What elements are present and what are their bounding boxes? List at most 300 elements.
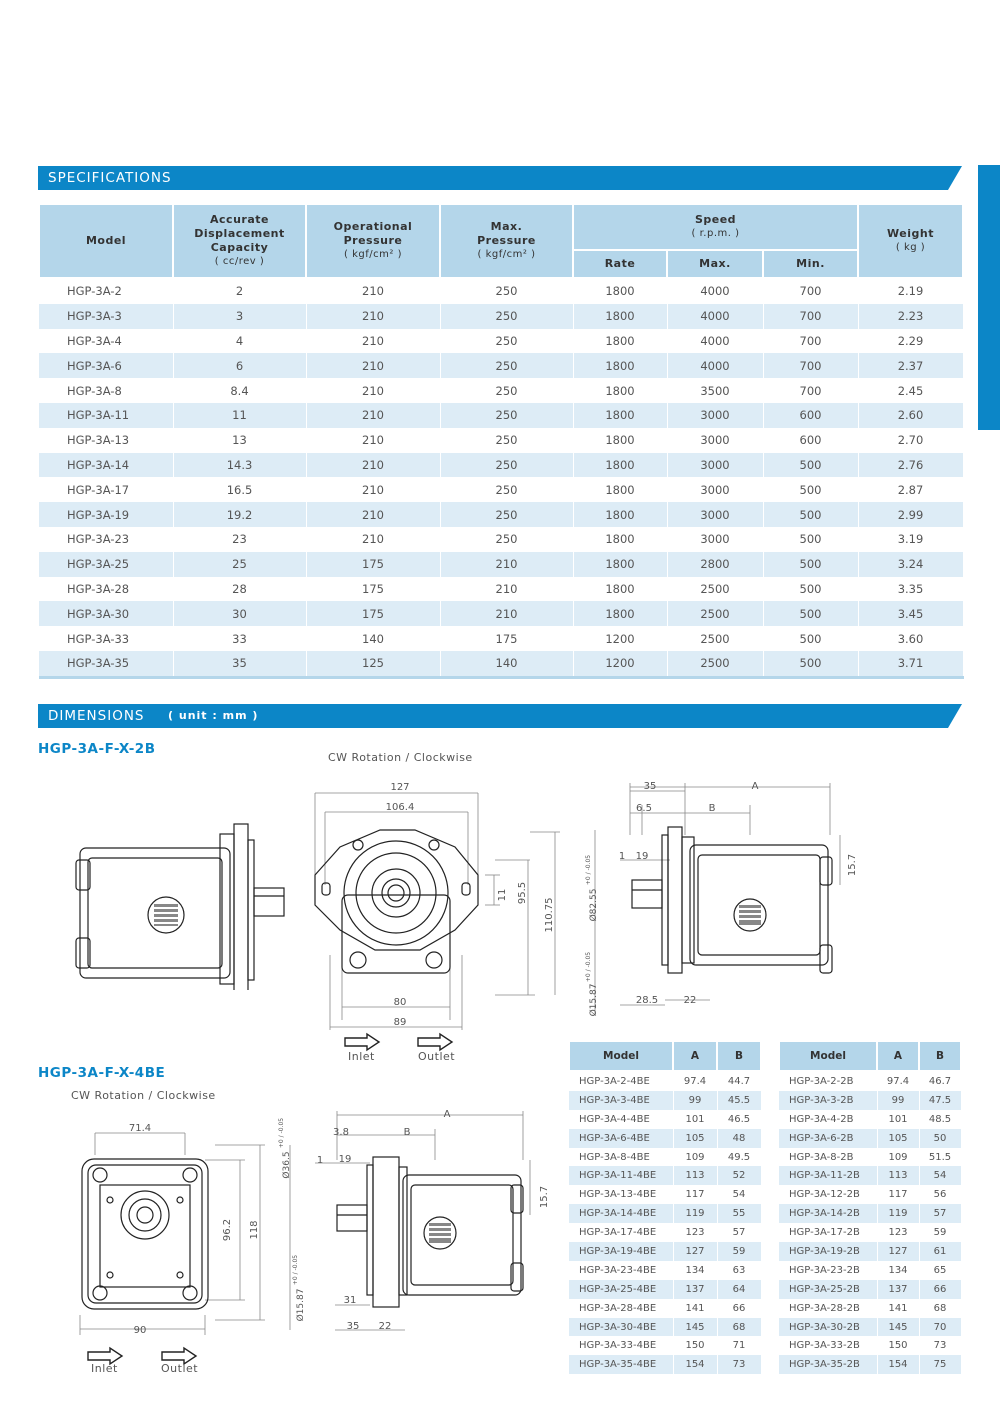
table-cell: HGP-3A-13-4BE [569,1185,673,1204]
table-cell: 3500 [667,378,763,403]
table-cell: 3000 [667,403,763,428]
table-cell: 250 [440,502,573,527]
table-row [39,626,963,651]
table-row [779,1148,961,1167]
table-cell: 175 [306,577,440,602]
table-cell: 35 [173,651,306,677]
table-cell: HGP-3A-14-4BE [569,1204,673,1223]
table-cell: 145 [877,1318,919,1337]
table-cell: 1800 [573,329,667,354]
header-model: Model [39,204,173,278]
table-cell: 141 [877,1299,919,1318]
table-cell: 500 [763,651,858,677]
table-cell: 700 [763,278,858,304]
table-cell: 600 [763,403,858,428]
table-row [39,502,963,527]
header-a: A [673,1041,717,1071]
table-cell: HGP-3A-33-2B [779,1336,877,1355]
table-cell: HGP-3A-30-2B [779,1318,877,1337]
table-cell: HGP-3A-35-4BE [569,1355,673,1374]
table-cell: 210 [306,353,440,378]
table-cell: HGP-3A-11-2B [779,1166,877,1185]
header-displacement: Accurate Displacement Capacity ( cc/rev ) [173,204,306,278]
dim-110: 110.75 [544,897,555,933]
table-cell: 127 [673,1242,717,1261]
table-cell: 55 [717,1204,761,1223]
table-row [779,1185,961,1204]
dim-96: 96.2 [222,1218,233,1242]
table-cell: 154 [673,1355,717,1374]
table-row [569,1148,761,1167]
table-cell: HGP-3A-35 [39,651,173,677]
table-cell: 210 [306,428,440,453]
table-cell: 3.35 [858,577,963,602]
table-cell: 700 [763,378,858,403]
table-row [39,353,963,378]
dim-89: 89 [393,1017,407,1028]
table-cell: 3.45 [858,601,963,626]
table-cell: HGP-3A-12-2B [779,1185,877,1204]
table-cell: 1800 [573,378,667,403]
dimension-table-4be [568,1040,762,1374]
table-cell: 52 [717,1166,761,1185]
table-cell: HGP-3A-17-2B [779,1223,877,1242]
table-cell: HGP-3A-4 [39,329,173,354]
table-cell: 250 [440,477,573,502]
table-cell: HGP-3A-8-2B [779,1148,877,1167]
table-cell: HGP-3A-30 [39,601,173,626]
table-row [39,278,963,304]
table-cell: 700 [763,353,858,378]
table-cell: HGP-3A-19 [39,502,173,527]
dim-157-4be: 15.7 [539,1185,550,1209]
table-cell: 210 [306,329,440,354]
table-cell: 117 [673,1185,717,1204]
table-row [779,1280,961,1299]
dim-b-4be: B [403,1127,411,1138]
table-cell: 250 [440,403,573,428]
dim-118: 118 [249,1220,260,1240]
dim-dia15-4be: Ø15.87 [296,1288,306,1322]
table-cell: 66 [717,1299,761,1318]
table-row [39,403,963,428]
header-weight: Weight ( kg ) [858,204,963,278]
table-cell: HGP-3A-25-2B [779,1280,877,1299]
table-cell: 2500 [667,651,763,677]
table-cell: 99 [673,1091,717,1110]
table-cell: 56 [919,1185,961,1204]
table-cell: 64 [717,1280,761,1299]
table-cell: HGP-3A-23 [39,527,173,552]
table-cell: 101 [673,1110,717,1129]
table-cell: 101 [877,1110,919,1129]
table-cell: 48 [717,1129,761,1148]
table-cell: 1800 [573,453,667,478]
side-tab [978,165,1000,430]
table-cell: 4 [173,329,306,354]
dim-6: 6.5 [636,803,652,814]
table-cell: 137 [673,1280,717,1299]
table-cell: HGP-3A-2-4BE [569,1071,673,1091]
table-row [779,1129,961,1148]
dim-35-4be: 35 [346,1321,360,1332]
table-row [779,1204,961,1223]
dim-106: 106.4 [385,802,415,813]
table-cell: 210 [306,378,440,403]
table-cell: 123 [877,1223,919,1242]
table-cell: 2.87 [858,477,963,502]
table-cell: HGP-3A-19-2B [779,1242,877,1261]
rotation-label: CW Rotation / Clockwise [328,751,473,764]
table-row [569,1091,761,1110]
table-row [779,1299,961,1318]
table-row [569,1318,761,1337]
table-cell: 3.71 [858,651,963,677]
table-cell: 50 [919,1129,961,1148]
table-cell: 1800 [573,577,667,602]
table-cell: 57 [717,1223,761,1242]
pump-side-view-2b [70,820,290,990]
table-cell: HGP-3A-23-4BE [569,1261,673,1280]
table-cell: HGP-3A-19-4BE [569,1242,673,1261]
table-cell: 3 [173,304,306,329]
table-cell: 1200 [573,651,667,677]
table-cell: 3000 [667,428,763,453]
pump-front-view-4be [70,1115,270,1345]
table-cell: 2.60 [858,403,963,428]
table-cell: 3000 [667,453,763,478]
inlet-label: Inlet [348,1050,375,1063]
table-cell: HGP-3A-23-2B [779,1261,877,1280]
table-cell: 2500 [667,626,763,651]
table-cell: 49.5 [717,1148,761,1167]
table-cell: HGP-3A-8 [39,378,173,403]
table-cell: HGP-3A-6-4BE [569,1129,673,1148]
dim-dia82: Ø82.55 [589,888,599,922]
table-cell: 45.5 [717,1091,761,1110]
table-cell: 23 [173,527,306,552]
table-cell: HGP-3A-25-4BE [569,1280,673,1299]
dim-a: A [751,781,759,792]
table-cell: 250 [440,428,573,453]
table-cell: 3.60 [858,626,963,651]
dim-19-4be: 19 [338,1154,352,1165]
table-cell: HGP-3A-11-4BE [569,1166,673,1185]
table-cell: 210 [306,477,440,502]
dim-71: 71.4 [128,1123,152,1134]
table-row [779,1336,961,1355]
table-cell: 59 [919,1223,961,1242]
table-row [39,428,963,453]
table-cell: HGP-3A-30-4BE [569,1318,673,1337]
table-row [569,1204,761,1223]
table-cell: HGP-3A-33-4BE [569,1336,673,1355]
table-cell: 19.2 [173,502,306,527]
unit-label: ( unit : mm ) [168,709,259,722]
table-row [569,1299,761,1318]
table-cell: 1800 [573,502,667,527]
header-speed: Speed ( r.p.m. ) [573,204,858,250]
table-cell: 150 [877,1336,919,1355]
dim-1: 1 [618,851,626,862]
table-cell: 134 [673,1261,717,1280]
table-row [569,1261,761,1280]
table-cell: 48.5 [919,1110,961,1129]
table-cell: 210 [306,453,440,478]
table-row [779,1110,961,1129]
dim-90: 90 [133,1325,147,1336]
table-cell: 2.70 [858,428,963,453]
table-cell: 113 [877,1166,919,1185]
table-cell: 1800 [573,527,667,552]
dim-tol1-4be: +0 / -0.05 [278,1117,285,1149]
table-cell: 1800 [573,278,667,304]
table-cell: 250 [440,304,573,329]
table-cell: 125 [306,651,440,677]
pump-right-view-2b [580,775,860,1025]
table-cell: 119 [673,1204,717,1223]
table-cell: 70 [919,1318,961,1337]
table-row [779,1223,961,1242]
table-cell: 46.7 [919,1071,961,1091]
table-cell: 59 [717,1242,761,1261]
rotation-label-4be: CW Rotation / Clockwise [71,1089,216,1102]
table-cell: 123 [673,1223,717,1242]
table-cell: 4000 [667,329,763,354]
table-cell: 175 [306,552,440,577]
table-row [779,1261,961,1280]
table-cell: 500 [763,502,858,527]
table-cell: 500 [763,477,858,502]
header-model: Model [779,1041,877,1071]
table-cell: 44.7 [717,1071,761,1091]
table-cell: HGP-3A-33 [39,626,173,651]
table-row [779,1166,961,1185]
table-cell: 3.19 [858,527,963,552]
table-cell: 66 [919,1280,961,1299]
table-cell: 30 [173,601,306,626]
table-cell: 210 [306,278,440,304]
table-row [39,527,963,552]
table-cell: 75 [919,1355,961,1374]
table-cell: 11 [173,403,306,428]
table-cell: 73 [919,1336,961,1355]
table-row [569,1071,761,1091]
dim-1-4be: 1 [316,1155,324,1166]
table-row [569,1223,761,1242]
table-cell: 97.4 [877,1071,919,1091]
table-cell: 3000 [667,477,763,502]
table-row [569,1336,761,1355]
dim-31: 31 [343,1295,357,1306]
table-cell: 119 [877,1204,919,1223]
table-cell: 117 [877,1185,919,1204]
dim-dia36: Ø36.5 [282,1151,292,1179]
section-title: SPECIFICATIONS [48,170,172,186]
table-row [779,1071,961,1091]
table-cell: 63 [717,1261,761,1280]
dim-19: 19 [635,851,649,862]
header-operational-pressure: Operational Pressure ( kgf/cm² ) [306,204,440,278]
table-cell: HGP-3A-35-2B [779,1355,877,1374]
table-row [569,1166,761,1185]
table-cell: 210 [306,502,440,527]
dim-22: 22 [683,995,697,1006]
table-cell: 3000 [667,502,763,527]
header-b: B [919,1041,961,1071]
table-cell: HGP-3A-6 [39,353,173,378]
table-cell: 500 [763,552,858,577]
table-cell: 2 [173,278,306,304]
table-cell: 210 [440,601,573,626]
table-cell: HGP-3A-14-2B [779,1204,877,1223]
table-cell: HGP-3A-28-2B [779,1299,877,1318]
table-row [39,453,963,478]
table-cell: 145 [673,1318,717,1337]
table-row [569,1280,761,1299]
table-cell: HGP-3A-28-4BE [569,1299,673,1318]
table-cell: 140 [306,626,440,651]
table-cell: 154 [877,1355,919,1374]
dimension-table-2b [778,1040,962,1374]
table-cell: 61 [919,1242,961,1261]
table-cell: 250 [440,527,573,552]
table-cell: 2.99 [858,502,963,527]
table-cell: 250 [440,453,573,478]
pump-front-view-2b [300,775,570,1065]
table-cell: 28 [173,577,306,602]
table-cell: HGP-3A-28 [39,577,173,602]
table-cell: 97.4 [673,1071,717,1091]
specifications-header [38,166,962,190]
table-cell: 2.29 [858,329,963,354]
outlet-label-4be: Outlet [161,1362,199,1375]
table-cell: 105 [877,1129,919,1148]
table-cell: HGP-3A-11 [39,403,173,428]
table-cell: 210 [440,577,573,602]
model-title-2b: HGP-3A-F-X-2B [38,741,156,757]
header-model: Model [569,1041,673,1071]
table-row [569,1110,761,1129]
dim-tol2: +0 / -0.05 [585,951,592,983]
dim-95: 95.5 [517,881,528,905]
dim-b: B [708,803,716,814]
dim-157: 15.7 [847,853,858,877]
table-cell: 150 [673,1336,717,1355]
dim-80: 80 [393,997,407,1008]
table-cell: 1800 [573,304,667,329]
table-cell: 2.37 [858,353,963,378]
table-cell: 109 [673,1148,717,1167]
table-cell: 1800 [573,552,667,577]
table-cell: HGP-3A-2 [39,278,173,304]
table-cell: 3000 [667,527,763,552]
table-row [39,378,963,403]
table-cell: 500 [763,577,858,602]
table-cell: 33 [173,626,306,651]
table-cell: 68 [717,1318,761,1337]
dimensions-header [38,704,962,728]
inlet-arrow-icon [343,1032,383,1052]
table-cell: 250 [440,329,573,354]
table-cell: 2800 [667,552,763,577]
table-cell: 250 [440,278,573,304]
header-speed-rate: Rate [573,250,667,278]
table-cell: HGP-3A-2-2B [779,1071,877,1091]
table-cell: 6 [173,353,306,378]
table-cell: HGP-3A-25 [39,552,173,577]
table-cell: 600 [763,428,858,453]
table-cell: HGP-3A-4-4BE [569,1110,673,1129]
table-row [39,601,963,626]
dim-dia15: Ø15.87 [589,983,599,1017]
table-cell: 1200 [573,626,667,651]
table-cell: 2500 [667,577,763,602]
table-cell: 71 [717,1336,761,1355]
table-cell: 700 [763,304,858,329]
table-row [39,329,963,354]
dim-a-4be: A [443,1109,451,1120]
table-cell: HGP-3A-4-2B [779,1110,877,1129]
table-row [779,1242,961,1261]
table-cell: 13 [173,428,306,453]
table-cell: HGP-3A-3 [39,304,173,329]
table-cell: HGP-3A-17 [39,477,173,502]
dim-22-4be: 22 [378,1321,392,1332]
table-cell: 210 [440,552,573,577]
table-cell: 1800 [573,601,667,626]
table-cell: 51.5 [919,1148,961,1167]
outlet-arrow-icon [416,1032,456,1052]
table-cell: 25 [173,552,306,577]
table-cell: 54 [919,1166,961,1185]
table-cell: 113 [673,1166,717,1185]
table-cell: 127 [877,1242,919,1261]
table-row [39,577,963,602]
table-cell: 4000 [667,278,763,304]
header-max-pressure: Max. Pressure ( kgf/cm² ) [440,204,573,278]
table-cell: 65 [919,1261,961,1280]
outlet-label: Outlet [418,1050,456,1063]
table-cell: 8.4 [173,378,306,403]
table-cell: 175 [440,626,573,651]
table-cell: 16.5 [173,477,306,502]
table-cell: 54 [717,1185,761,1204]
specifications-table [38,203,964,679]
table-cell: 2500 [667,601,763,626]
table-cell: 4000 [667,304,763,329]
table-cell: 14.3 [173,453,306,478]
table-cell: 210 [306,304,440,329]
header-a: A [877,1041,919,1071]
header-b: B [717,1041,761,1071]
dim-127: 127 [390,782,410,793]
table-cell: 250 [440,353,573,378]
dim-35: 35 [643,781,657,792]
table-row [39,552,963,577]
header-speed-min: Min. [763,250,858,278]
table-row [569,1242,761,1261]
table-cell: HGP-3A-14 [39,453,173,478]
header-speed-max: Max. [667,250,763,278]
table-row [779,1355,961,1374]
table-row [779,1091,961,1110]
table-cell: 1800 [573,353,667,378]
table-cell: 68 [919,1299,961,1318]
table-row [39,304,963,329]
dim-tol1: +0 / -0.05 [585,854,592,886]
table-cell: 3.24 [858,552,963,577]
